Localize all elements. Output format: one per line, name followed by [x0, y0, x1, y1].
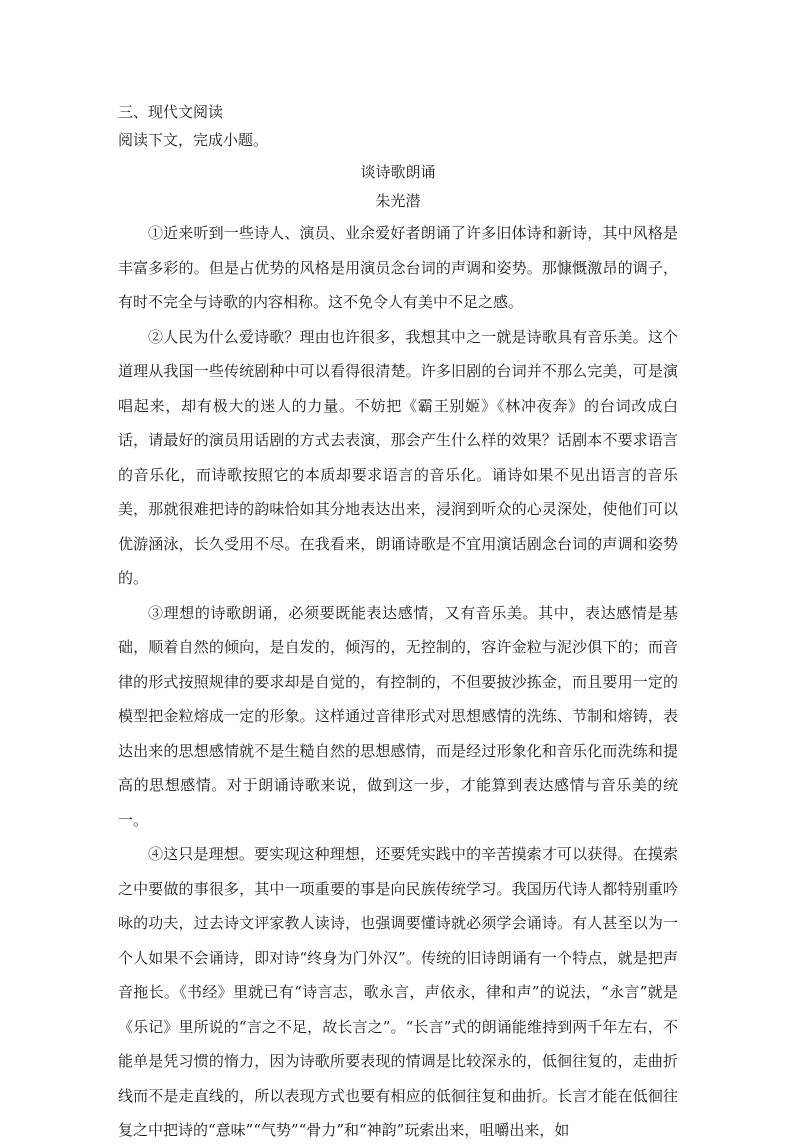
article-author: 朱光潜	[375, 192, 421, 210]
article-title: 谈诗歌朗诵	[360, 163, 436, 181]
reading-instruction: 阅读下文，完成小题。	[118, 131, 269, 149]
section-heading: 三、现代文阅读	[118, 103, 224, 121]
paragraph-4: ④这只是理想。要实现这种理想，还要凭实践中的辛苦摸索才可以获得。在摸索之中要做的事很多，其中一项重要的事是向民族传统学习。我国历代诗人都特别重吟咏的功夫，过去诗文评家教人读诗，也强调要懂诗就必须学会诵诗。有人甚至以为一个人如果不会诵诗，即对诗“终身为门外汉”。传统的旧诗朗诵有一个特点，就是把声音拖长。《书经》里就已有“诗言志，歌永言，声依永，律和声”的说法，“永言”就是《乐记》里所说的“言之不足，故长言之”。“长言”式的朗诵能维持到两千年左右，不能单是凭习惯的惰力，因为诗歌所要表现的情调是比较深永的，低徊往复的，走曲折线而不是走直线的，所以表现方式也要有相应的低徊往复和曲折。长言才能在低徊往复之中把诗的“意味”“气势”“骨力”和“神韵”玩索出来，咀嚼出来，如	[118, 845, 678, 1139]
document-page	[118, 98, 678, 1148]
paragraph-1: ①近来听到一些诗人、演员、业余爱好者朗诵了许多旧体诗和新诗，其中风格是丰富多彩的。但是占优势的风格是用演员念台词的声调和姿势。那慷慨激昂的调子，有时不完全与诗歌的内容相称。这不免令人有美中不足之感。	[118, 224, 678, 311]
article	[118, 158, 678, 1148]
paragraph-3: ③理想的诗歌朗诵，必须要既能表达感情，又有音乐美。其中，表达感情是基础，顺着自然的倾向，是自发的，倾泻的，无控制的，容许金粒与泥沙俱下的；而音律的形式按照规律的要求却是自觉的，有控制的，不但要披沙拣金，而且要用一定的模型把金粒熔成一定的形象。这样通过音律形式对思想感情的洗练、节制和熔铸，表达出来的思想感情就不是生糙自然的思想感情，而是经过形象化和音乐化而洗练和提高的思想感情。对于朗诵诗歌来说，做到这一步，才能算到表达感情与音乐美的统一。	[118, 603, 678, 829]
paragraph-2: ②人民为什么爱诗歌？理由也许很多，我想其中之一就是诗歌具有音乐美。这个道理从我国一些传统剧种中可以看得很清楚。许多旧剧的台词并不那么完美，可是演唱起来，却有极大的迷人的力量。不妨把《霸王别姬》《林冲夜奔》的台词改成白话，请最好的演员用话剧的方式去表演，那会产生什么样的效果？话剧本不要求语言的音乐化，而诗歌按照它的本质却要求语言的音乐化。诵诗如果不见出语言的音乐美，那就很难把诗的韵味恰如其分地表达出来，浸润到听众的心灵深处，使他们可以优游涵泳，长久受用不尽。在我看来，朗诵诗歌是不宜用演话剧念台词的声调和姿势的。	[118, 327, 678, 587]
